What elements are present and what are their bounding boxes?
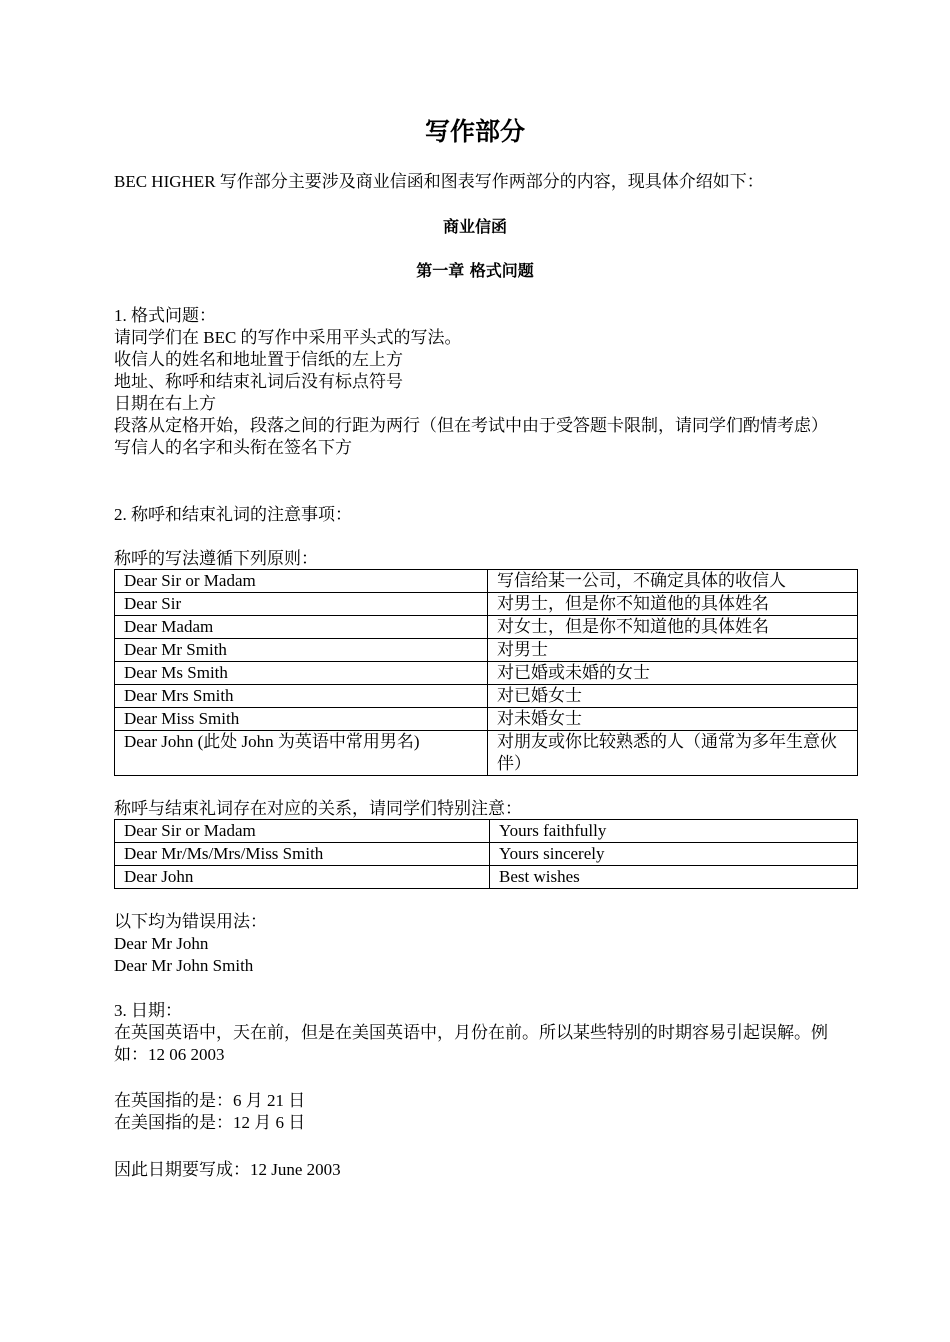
intro-paragraph: BEC HIGHER 写作部分主要涉及商业信函和图表写作两部分的内容，现具体介绍如下： <box>114 172 764 191</box>
date-paragraph: 在英国英语中，天在前，但是在美国英语中，月份在前。所以某些特别的时期容易引起误解。例如：12 06 2003 <box>114 1023 828 1064</box>
table-row <box>115 820 858 843</box>
salutation-cell: Dear Mrs Smith <box>115 685 488 708</box>
salutation-heading-block <box>114 504 834 526</box>
usage-cell: 写信给某一公司，不确定具体的收信人 <box>488 570 858 593</box>
table-row <box>115 639 858 662</box>
closing-cell: Yours faithfully <box>490 820 858 843</box>
chapter-heading: 第一章 格式问题 <box>416 261 534 280</box>
salutation-cell: Dear John <box>115 866 490 889</box>
salutation-table-intro: 称呼的写法遵循下列原则： <box>114 549 318 568</box>
date-uk: 在英国指的是：6 月 21 日 <box>114 1091 306 1110</box>
table-row <box>115 843 858 866</box>
salutation-table-intro-block <box>114 548 834 570</box>
format-heading: 1. 格式问题： <box>114 306 216 325</box>
salutation-cell: Dear John (此处 John 为英语中常用男名) <box>115 731 488 776</box>
salutation-cell: Dear Mr/Ms/Mrs/Miss Smith <box>115 843 490 866</box>
table-row <box>115 731 858 776</box>
table-row <box>115 616 858 639</box>
format-line: 段落从定格开始，段落之间的行距为两行（但在考试中由于受答题卡限制，请同学们酌情考虑） <box>114 416 828 435</box>
closing-intro-block <box>114 798 834 820</box>
format-line: 写信人的名字和头衔在签名下方 <box>114 438 352 457</box>
usage-cell: 对已婚或未婚的女士 <box>488 662 858 685</box>
usage-cell: 对男士 <box>488 639 858 662</box>
wrong-example: Dear Mr John Smith <box>114 956 254 975</box>
salutation-cell: Dear Mr Smith <box>115 639 488 662</box>
format-line: 日期在右上方 <box>114 394 216 413</box>
salutation-heading: 2. 称呼和结束礼词的注意事项： <box>114 505 352 524</box>
table-row <box>115 685 858 708</box>
date-section <box>114 1000 834 1066</box>
date-examples <box>114 1090 834 1134</box>
usage-cell: 对男士，但是你不知道他的具体姓名 <box>488 593 858 616</box>
date-us: 在美国指的是：12 月 6 日 <box>114 1113 306 1132</box>
section-heading: 商业信函 <box>442 217 507 236</box>
closing-table <box>114 819 858 889</box>
salutation-cell: Dear Miss Smith <box>115 708 488 731</box>
salutation-cell: Dear Sir or Madam <box>115 570 488 593</box>
date-heading: 3. 日期： <box>114 1001 182 1020</box>
usage-cell: 对已婚女士 <box>488 685 858 708</box>
salutation-cell: Dear Ms Smith <box>115 662 488 685</box>
closing-cell: Yours sincerely <box>490 843 858 866</box>
format-line: 请同学们在 BEC 的写作中采用平头式的写法。 <box>114 328 462 347</box>
table-row <box>115 593 858 616</box>
date-conclusion-block <box>114 1159 834 1181</box>
table-row <box>115 708 858 731</box>
table-row <box>115 570 858 593</box>
salutation-cell: Dear Madam <box>115 616 488 639</box>
format-section <box>114 305 834 459</box>
usage-cell: 对朋友或你比较熟悉的人（通常为多年生意伙伴） <box>488 731 858 776</box>
wrong-usage-block <box>114 911 834 977</box>
usage-cell: 对女士，但是你不知道他的具体姓名 <box>488 616 858 639</box>
wrong-example: Dear Mr John <box>114 934 209 953</box>
closing-cell: Best wishes <box>490 866 858 889</box>
table-row <box>115 866 858 889</box>
salutation-table <box>114 569 858 776</box>
table-row <box>115 662 858 685</box>
usage-cell: 对未婚女士 <box>488 708 858 731</box>
salutation-cell: Dear Sir or Madam <box>115 820 490 843</box>
page-title: 写作部分 <box>424 117 525 146</box>
format-line: 地址、称呼和结束礼词后没有标点符号 <box>114 372 403 391</box>
wrong-usage-heading: 以下均为错误用法： <box>114 912 267 931</box>
closing-table-intro: 称呼与结束礼词存在对应的关系，请同学们特别注意： <box>114 799 522 818</box>
salutation-cell: Dear Sir <box>115 593 488 616</box>
format-line: 收信人的姓名和地址置于信纸的左上方 <box>114 350 403 369</box>
date-conclusion: 因此日期要写成：12 June 2003 <box>114 1160 341 1179</box>
